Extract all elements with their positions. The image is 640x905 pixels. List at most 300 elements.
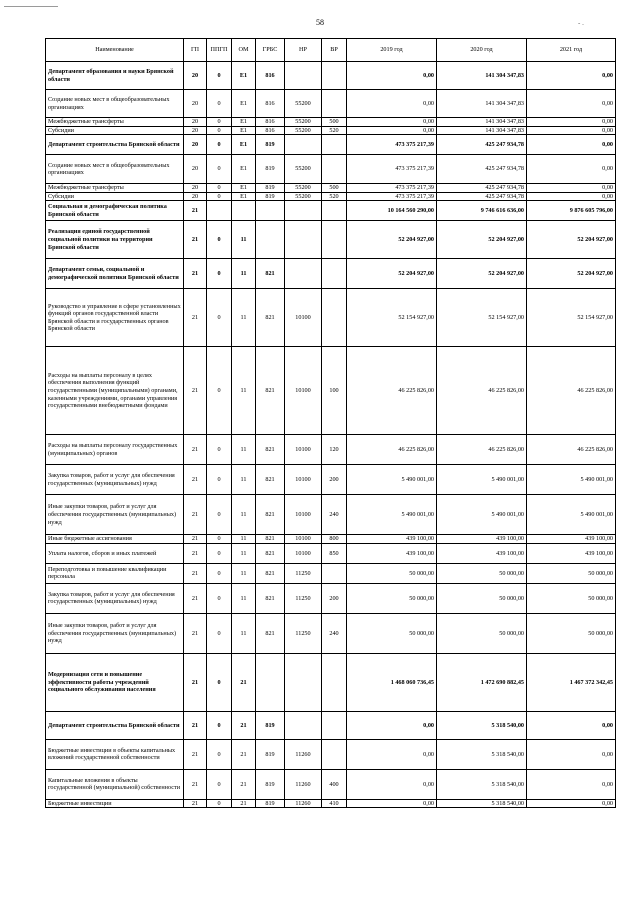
row-gp: 21 bbox=[184, 653, 207, 711]
header-grbs: ГРБС bbox=[256, 39, 285, 62]
table-row bbox=[46, 126, 616, 135]
row-2021: 9 876 605 796,00 bbox=[527, 201, 616, 221]
row-grbs: 821 bbox=[256, 543, 285, 563]
row-name: Межбюджетные трансферты bbox=[46, 184, 184, 193]
row-gp: 20 bbox=[184, 126, 207, 135]
table-row bbox=[46, 799, 616, 808]
row-vr bbox=[322, 259, 347, 289]
header-name: Наименование bbox=[46, 39, 184, 62]
row-vr: 500 bbox=[322, 118, 347, 127]
row-2019: 473 375 217,39 bbox=[347, 192, 437, 201]
row-gp: 21 bbox=[184, 583, 207, 613]
row-ppgp: 0 bbox=[207, 543, 232, 563]
row-2021: 46 225 826,00 bbox=[527, 347, 616, 435]
row-2020: 5 490 001,00 bbox=[437, 465, 527, 495]
table-row bbox=[46, 135, 616, 155]
row-gp: 20 bbox=[184, 62, 207, 90]
row-nr bbox=[285, 711, 322, 739]
row-ppgp: 0 bbox=[207, 613, 232, 653]
row-om: E1 bbox=[232, 62, 256, 90]
table-row bbox=[46, 201, 616, 221]
row-name: Создание новых мест в общеобразовательных организациях bbox=[46, 90, 184, 118]
row-2019: 439 100,00 bbox=[347, 535, 437, 544]
row-grbs: 821 bbox=[256, 347, 285, 435]
row-2021: 1 467 372 342,45 bbox=[527, 653, 616, 711]
row-2019: 52 204 927,00 bbox=[347, 221, 437, 259]
row-gp: 21 bbox=[184, 711, 207, 739]
row-vr: 500 bbox=[322, 184, 347, 193]
row-2020: 46 225 826,00 bbox=[437, 435, 527, 465]
row-om: E1 bbox=[232, 135, 256, 155]
budget-table bbox=[45, 38, 616, 808]
row-gp: 21 bbox=[184, 289, 207, 347]
row-2021: 46 225 826,00 bbox=[527, 435, 616, 465]
row-nr: 11250 bbox=[285, 563, 322, 583]
row-2021: 52 204 927,00 bbox=[527, 221, 616, 259]
header-2019: 2019 год bbox=[347, 39, 437, 62]
table-row bbox=[46, 613, 616, 653]
row-2020: 52 204 927,00 bbox=[437, 221, 527, 259]
table-row bbox=[46, 289, 616, 347]
header-2020: 2020 год bbox=[437, 39, 527, 62]
row-vr bbox=[322, 135, 347, 155]
row-nr: 55200 bbox=[285, 126, 322, 135]
row-2021: 5 490 001,00 bbox=[527, 465, 616, 495]
row-2020: 50 000,00 bbox=[437, 563, 527, 583]
row-2021: 0,00 bbox=[527, 799, 616, 808]
row-2020: 5 318 540,00 bbox=[437, 769, 527, 799]
row-name: Капитальные вложения в объекты государственной (муниципальной) собственности bbox=[46, 769, 184, 799]
row-2019: 0,00 bbox=[347, 711, 437, 739]
row-grbs bbox=[256, 653, 285, 711]
table-row bbox=[46, 495, 616, 535]
table-row bbox=[46, 583, 616, 613]
row-nr: 55200 bbox=[285, 184, 322, 193]
row-om: 21 bbox=[232, 769, 256, 799]
row-om: 21 bbox=[232, 799, 256, 808]
header-om: ОМ bbox=[232, 39, 256, 62]
row-2019: 0,00 bbox=[347, 799, 437, 808]
row-vr: 200 bbox=[322, 465, 347, 495]
row-ppgp: 0 bbox=[207, 90, 232, 118]
row-2020: 9 746 616 636,00 bbox=[437, 201, 527, 221]
table-row bbox=[46, 221, 616, 259]
row-gp: 20 bbox=[184, 184, 207, 193]
row-grbs: 821 bbox=[256, 289, 285, 347]
row-nr: 10100 bbox=[285, 543, 322, 563]
row-gp: 21 bbox=[184, 435, 207, 465]
row-nr bbox=[285, 201, 322, 221]
row-name: Иные бюджетные ассигнования bbox=[46, 535, 184, 544]
row-grbs: 816 bbox=[256, 118, 285, 127]
row-nr: 55200 bbox=[285, 192, 322, 201]
row-2021: 439 100,00 bbox=[527, 543, 616, 563]
row-om: 21 bbox=[232, 739, 256, 769]
row-2019: 0,00 bbox=[347, 739, 437, 769]
row-grbs: 819 bbox=[256, 135, 285, 155]
row-2020: 439 100,00 bbox=[437, 535, 527, 544]
row-ppgp: 0 bbox=[207, 739, 232, 769]
row-name: Бюджетные инвестиции bbox=[46, 799, 184, 808]
row-ppgp: 0 bbox=[207, 435, 232, 465]
row-name: Департамент строительства Брянской области bbox=[46, 711, 184, 739]
row-name: Закупка товаров, работ и услуг для обеспечения государственных (муниципальных) нужд bbox=[46, 583, 184, 613]
row-gp: 21 bbox=[184, 259, 207, 289]
scan-artifact-line bbox=[4, 6, 58, 7]
row-om: E1 bbox=[232, 90, 256, 118]
row-gp: 20 bbox=[184, 192, 207, 201]
row-2020: 141 304 347,83 bbox=[437, 90, 527, 118]
row-2020: 5 318 540,00 bbox=[437, 711, 527, 739]
corner-mark: - . bbox=[578, 19, 584, 27]
row-2021: 5 490 001,00 bbox=[527, 495, 616, 535]
row-2019: 1 468 060 736,45 bbox=[347, 653, 437, 711]
row-gp: 20 bbox=[184, 135, 207, 155]
row-gp: 21 bbox=[184, 543, 207, 563]
header-ppgp: ППГП bbox=[207, 39, 232, 62]
header-vr: ВР bbox=[322, 39, 347, 62]
row-nr bbox=[285, 62, 322, 90]
row-om: 11 bbox=[232, 259, 256, 289]
row-2020: 52 154 927,00 bbox=[437, 289, 527, 347]
row-ppgp: 0 bbox=[207, 155, 232, 184]
header-nr: НР bbox=[285, 39, 322, 62]
row-om bbox=[232, 201, 256, 221]
row-om: 11 bbox=[232, 289, 256, 347]
row-2020: 439 100,00 bbox=[437, 543, 527, 563]
row-2019: 50 000,00 bbox=[347, 613, 437, 653]
row-nr: 11250 bbox=[285, 583, 322, 613]
row-2021: 0,00 bbox=[527, 118, 616, 127]
row-vr bbox=[322, 201, 347, 221]
row-2019: 5 490 001,00 bbox=[347, 465, 437, 495]
row-om: 21 bbox=[232, 711, 256, 739]
row-vr: 850 bbox=[322, 543, 347, 563]
row-nr: 10100 bbox=[285, 347, 322, 435]
row-grbs: 821 bbox=[256, 583, 285, 613]
table-row bbox=[46, 184, 616, 193]
row-om: 11 bbox=[232, 535, 256, 544]
row-2020: 5 490 001,00 bbox=[437, 495, 527, 535]
row-om: E1 bbox=[232, 192, 256, 201]
page-number: 58 bbox=[316, 18, 324, 27]
row-om: E1 bbox=[232, 184, 256, 193]
row-vr bbox=[322, 155, 347, 184]
row-nr: 10100 bbox=[285, 495, 322, 535]
row-vr: 800 bbox=[322, 535, 347, 544]
row-name: Департамент семьи, социальной и демографической политики Брянской области bbox=[46, 259, 184, 289]
row-2020: 425 247 934,78 bbox=[437, 192, 527, 201]
row-vr: 200 bbox=[322, 583, 347, 613]
row-name: Закупка товаров, работ и услуг для обеспечения государственных (муниципальных) нужд bbox=[46, 465, 184, 495]
row-om: 11 bbox=[232, 347, 256, 435]
row-2019: 46 225 826,00 bbox=[347, 435, 437, 465]
row-nr: 10100 bbox=[285, 535, 322, 544]
row-name: Расходы на выплаты персоналу государственных (муниципальных) органов bbox=[46, 435, 184, 465]
row-gp: 21 bbox=[184, 535, 207, 544]
table-row bbox=[46, 739, 616, 769]
row-grbs: 816 bbox=[256, 126, 285, 135]
row-2019: 0,00 bbox=[347, 126, 437, 135]
row-ppgp: 0 bbox=[207, 465, 232, 495]
row-nr bbox=[285, 653, 322, 711]
row-vr: 400 bbox=[322, 769, 347, 799]
row-om: 11 bbox=[232, 435, 256, 465]
row-2019: 473 375 217,39 bbox=[347, 135, 437, 155]
row-gp: 21 bbox=[184, 221, 207, 259]
row-grbs: 821 bbox=[256, 259, 285, 289]
row-vr bbox=[322, 653, 347, 711]
row-ppgp: 0 bbox=[207, 184, 232, 193]
row-name: Модернизация сети и повышение эффективности работы учреждений социального обслуживания населения bbox=[46, 653, 184, 711]
header-2021: 2021 год bbox=[527, 39, 616, 62]
row-name: Реализация единой государственной социальной политики на территории Брянской области bbox=[46, 221, 184, 259]
row-name: Иные закупки товаров, работ и услуг для обеспечения государственных (муниципальных) нужд bbox=[46, 495, 184, 535]
row-2021: 0,00 bbox=[527, 739, 616, 769]
table-row bbox=[46, 62, 616, 90]
row-ppgp: 0 bbox=[207, 583, 232, 613]
row-om: E1 bbox=[232, 155, 256, 184]
header-gp: ГП bbox=[184, 39, 207, 62]
row-om: 11 bbox=[232, 563, 256, 583]
row-ppgp: 0 bbox=[207, 62, 232, 90]
row-2021: 0,00 bbox=[527, 126, 616, 135]
row-gp: 21 bbox=[184, 613, 207, 653]
table-row bbox=[46, 259, 616, 289]
table-header-row bbox=[46, 39, 616, 62]
row-2021: 0,00 bbox=[527, 711, 616, 739]
table-row bbox=[46, 192, 616, 201]
row-2020: 50 000,00 bbox=[437, 583, 527, 613]
row-ppgp bbox=[207, 201, 232, 221]
row-grbs: 821 bbox=[256, 613, 285, 653]
row-nr bbox=[285, 259, 322, 289]
row-nr: 11260 bbox=[285, 769, 322, 799]
table-row bbox=[46, 563, 616, 583]
row-2020: 50 000,00 bbox=[437, 613, 527, 653]
row-vr: 520 bbox=[322, 126, 347, 135]
row-vr bbox=[322, 90, 347, 118]
row-2019: 0,00 bbox=[347, 90, 437, 118]
table-row bbox=[46, 769, 616, 799]
row-2021: 439 100,00 bbox=[527, 535, 616, 544]
table-row bbox=[46, 543, 616, 563]
row-2021: 50 000,00 bbox=[527, 563, 616, 583]
row-2019: 473 375 217,39 bbox=[347, 155, 437, 184]
row-2020: 46 225 826,00 bbox=[437, 347, 527, 435]
row-2019: 0,00 bbox=[347, 769, 437, 799]
table-body bbox=[46, 62, 616, 808]
row-om: 11 bbox=[232, 465, 256, 495]
row-name: Уплата налогов, сборов и иных платежей bbox=[46, 543, 184, 563]
row-nr: 11250 bbox=[285, 613, 322, 653]
row-ppgp: 0 bbox=[207, 535, 232, 544]
row-nr: 55200 bbox=[285, 90, 322, 118]
row-name: Межбюджетные трансферты bbox=[46, 118, 184, 127]
row-2019: 52 154 927,00 bbox=[347, 289, 437, 347]
row-ppgp: 0 bbox=[207, 259, 232, 289]
row-ppgp: 0 bbox=[207, 769, 232, 799]
row-gp: 21 bbox=[184, 799, 207, 808]
row-name: Создание новых мест в общеобразовательных организациях bbox=[46, 155, 184, 184]
row-gp: 21 bbox=[184, 739, 207, 769]
row-nr: 11260 bbox=[285, 799, 322, 808]
row-2020: 425 247 934,78 bbox=[437, 184, 527, 193]
row-grbs: 821 bbox=[256, 563, 285, 583]
row-2019: 439 100,00 bbox=[347, 543, 437, 563]
row-2020: 141 304 347,83 bbox=[437, 62, 527, 90]
table-row bbox=[46, 90, 616, 118]
row-name: Иные закупки товаров, работ и услуг для обеспечения государственных (муниципальных) нужд bbox=[46, 613, 184, 653]
row-2019: 46 225 826,00 bbox=[347, 347, 437, 435]
row-vr: 410 bbox=[322, 799, 347, 808]
row-2020: 5 318 540,00 bbox=[437, 739, 527, 769]
row-grbs: 819 bbox=[256, 799, 285, 808]
row-om: E1 bbox=[232, 118, 256, 127]
row-grbs: 821 bbox=[256, 435, 285, 465]
row-vr: 520 bbox=[322, 192, 347, 201]
row-grbs: 821 bbox=[256, 535, 285, 544]
table-row bbox=[46, 347, 616, 435]
row-name: Департамент образования и науки Брянской области bbox=[46, 62, 184, 90]
row-2021: 0,00 bbox=[527, 135, 616, 155]
row-2020: 1 472 690 882,45 bbox=[437, 653, 527, 711]
row-gp: 20 bbox=[184, 118, 207, 127]
row-grbs: 819 bbox=[256, 192, 285, 201]
row-ppgp: 0 bbox=[207, 799, 232, 808]
row-ppgp: 0 bbox=[207, 495, 232, 535]
row-gp: 21 bbox=[184, 465, 207, 495]
row-2020: 425 247 934,78 bbox=[437, 135, 527, 155]
row-2021: 52 154 927,00 bbox=[527, 289, 616, 347]
row-om: 21 bbox=[232, 653, 256, 711]
row-gp: 20 bbox=[184, 155, 207, 184]
row-vr bbox=[322, 62, 347, 90]
row-grbs: 821 bbox=[256, 465, 285, 495]
row-om: 11 bbox=[232, 583, 256, 613]
row-nr bbox=[285, 135, 322, 155]
row-grbs: 819 bbox=[256, 184, 285, 193]
row-vr bbox=[322, 289, 347, 347]
row-grbs bbox=[256, 201, 285, 221]
table-row bbox=[46, 155, 616, 184]
row-vr bbox=[322, 739, 347, 769]
row-grbs bbox=[256, 221, 285, 259]
row-2020: 141 304 347,83 bbox=[437, 118, 527, 127]
table-row bbox=[46, 653, 616, 711]
table-row bbox=[46, 435, 616, 465]
row-2020: 141 304 347,83 bbox=[437, 126, 527, 135]
row-2021: 0,00 bbox=[527, 192, 616, 201]
row-2019: 50 000,00 bbox=[347, 583, 437, 613]
row-2019: 50 000,00 bbox=[347, 563, 437, 583]
row-name: Расходы на выплаты персоналу в целях обеспечения выполнения функций государственными (муниципальными) органами, казенными учреждениями, органами управления государственными внебюджетными фондами bbox=[46, 347, 184, 435]
row-2019: 473 375 217,39 bbox=[347, 184, 437, 193]
row-2019: 0,00 bbox=[347, 62, 437, 90]
row-ppgp: 0 bbox=[207, 347, 232, 435]
row-gp: 21 bbox=[184, 347, 207, 435]
row-nr: 10100 bbox=[285, 289, 322, 347]
row-grbs: 819 bbox=[256, 155, 285, 184]
row-2019: 5 490 001,00 bbox=[347, 495, 437, 535]
row-om: 11 bbox=[232, 543, 256, 563]
row-2021: 0,00 bbox=[527, 769, 616, 799]
row-vr bbox=[322, 563, 347, 583]
row-gp: 21 bbox=[184, 495, 207, 535]
row-vr: 120 bbox=[322, 435, 347, 465]
row-ppgp: 0 bbox=[207, 192, 232, 201]
row-nr bbox=[285, 221, 322, 259]
row-nr: 10100 bbox=[285, 465, 322, 495]
row-2020: 5 318 540,00 bbox=[437, 799, 527, 808]
row-gp: 21 bbox=[184, 563, 207, 583]
row-grbs: 819 bbox=[256, 711, 285, 739]
row-vr: 240 bbox=[322, 613, 347, 653]
row-vr: 100 bbox=[322, 347, 347, 435]
row-2020: 52 204 927,00 bbox=[437, 259, 527, 289]
row-ppgp: 0 bbox=[207, 653, 232, 711]
row-grbs: 819 bbox=[256, 769, 285, 799]
row-grbs: 819 bbox=[256, 739, 285, 769]
row-om: 11 bbox=[232, 221, 256, 259]
row-name: Субсидии bbox=[46, 126, 184, 135]
row-nr: 55200 bbox=[285, 155, 322, 184]
row-ppgp: 0 bbox=[207, 563, 232, 583]
row-2019: 52 204 927,00 bbox=[347, 259, 437, 289]
row-vr: 240 bbox=[322, 495, 347, 535]
row-name: Департамент строительства Брянской области bbox=[46, 135, 184, 155]
row-ppgp: 0 bbox=[207, 711, 232, 739]
row-grbs: 816 bbox=[256, 90, 285, 118]
row-om: E1 bbox=[232, 126, 256, 135]
row-2021: 0,00 bbox=[527, 62, 616, 90]
row-name: Руководство и управление в сфере установленных функций органов государственной власти Брянской области и государственных органов Брянской области bbox=[46, 289, 184, 347]
table-row bbox=[46, 535, 616, 544]
row-vr bbox=[322, 221, 347, 259]
row-2021: 50 000,00 bbox=[527, 583, 616, 613]
row-ppgp: 0 bbox=[207, 135, 232, 155]
row-nr: 55200 bbox=[285, 118, 322, 127]
row-ppgp: 0 bbox=[207, 221, 232, 259]
row-om: 11 bbox=[232, 495, 256, 535]
row-2021: 50 000,00 bbox=[527, 613, 616, 653]
row-name: Социальная и демографическая политика Брянской области bbox=[46, 201, 184, 221]
row-vr bbox=[322, 711, 347, 739]
row-nr: 10100 bbox=[285, 435, 322, 465]
row-2021: 0,00 bbox=[527, 90, 616, 118]
row-om: 11 bbox=[232, 613, 256, 653]
row-grbs: 816 bbox=[256, 62, 285, 90]
row-2021: 0,00 bbox=[527, 184, 616, 193]
table-row bbox=[46, 118, 616, 127]
row-nr: 11260 bbox=[285, 739, 322, 769]
row-2021: 0,00 bbox=[527, 155, 616, 184]
row-gp: 21 bbox=[184, 201, 207, 221]
row-name: Бюджетные инвестиции в объекты капитальных вложений государственной собственности bbox=[46, 739, 184, 769]
row-ppgp: 0 bbox=[207, 126, 232, 135]
row-name: Переподготовка и повышение квалификации персонала bbox=[46, 563, 184, 583]
row-ppgp: 0 bbox=[207, 289, 232, 347]
row-ppgp: 0 bbox=[207, 118, 232, 127]
row-2019: 10 164 560 290,00 bbox=[347, 201, 437, 221]
row-2021: 52 204 927,00 bbox=[527, 259, 616, 289]
row-gp: 20 bbox=[184, 90, 207, 118]
table-row bbox=[46, 465, 616, 495]
row-2019: 0,00 bbox=[347, 118, 437, 127]
row-grbs: 821 bbox=[256, 495, 285, 535]
row-2020: 425 247 934,78 bbox=[437, 155, 527, 184]
row-gp: 21 bbox=[184, 769, 207, 799]
